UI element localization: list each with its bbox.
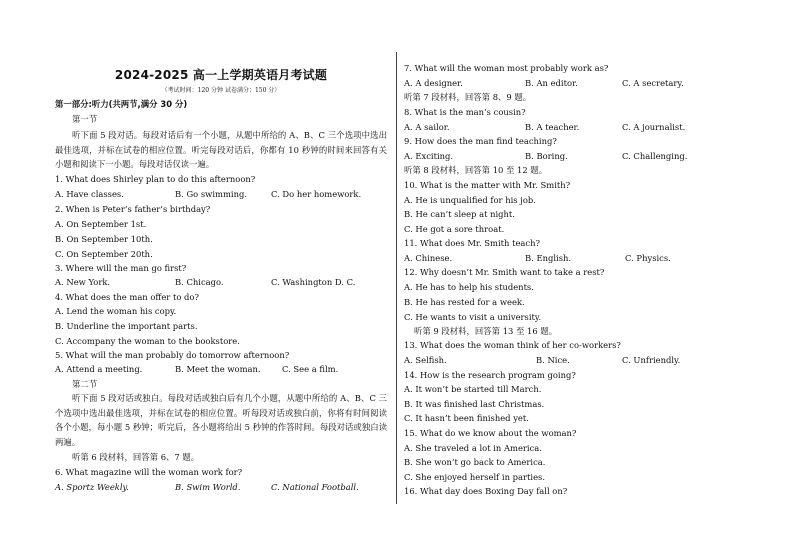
question-10: 10. What is the matter with Mr. Smith? bbox=[404, 180, 571, 190]
option-a: A. Lend the woman his copy. bbox=[55, 306, 177, 316]
option-b: B. On September 10th. bbox=[55, 234, 153, 244]
question-3: 3. Where will the man go first? bbox=[55, 263, 187, 273]
option-a: A. He is unqualified for his job. bbox=[404, 195, 536, 205]
option-c: C. National Football. bbox=[271, 482, 359, 492]
option-c: C. Do her homework. bbox=[271, 189, 362, 199]
listen-instruction-6: 听第 6 段材料，回答第 6、7 题。 bbox=[72, 452, 200, 462]
option-a: A. He has to help his students. bbox=[404, 282, 534, 292]
question-5: 5. What will the man probably do tomorrow afternoon? bbox=[55, 350, 290, 360]
option-a: A. A sailor. bbox=[404, 122, 450, 132]
question-8: 8. What is the man’s cousin? bbox=[404, 107, 526, 117]
option-a: A. It won’t be started till March. bbox=[404, 384, 542, 394]
option-a: A. New York. bbox=[55, 277, 111, 287]
option-b: B. Meet the woman. bbox=[175, 364, 261, 374]
option-b: B. Swim World. bbox=[175, 482, 241, 492]
option-c: C. She enjoyed herself in parties. bbox=[404, 472, 545, 482]
option-c: C. He got a sore throat. bbox=[404, 224, 505, 234]
option-c: C. Unfriendly. bbox=[622, 355, 681, 365]
question-9: 9. How does the man find teaching? bbox=[404, 136, 557, 146]
question-4: 4. What does the man offer to do? bbox=[55, 292, 199, 302]
part1-heading: 第一部分:听力(共两节,满分 30 分) bbox=[55, 99, 188, 109]
section2-heading: 第二节 bbox=[72, 379, 98, 389]
option-c: C. It hasn’t been finished yet. bbox=[404, 413, 529, 423]
option-a: A. Exciting. bbox=[404, 151, 454, 161]
exam-subtitle: （考试时间：120 分钟 试卷满分：150 分） bbox=[161, 87, 281, 94]
option-b: B. It was finished last Christmas. bbox=[404, 399, 545, 409]
option-a: A. A designer. bbox=[404, 78, 463, 88]
question-11: 11. What does Mr. Smith teach? bbox=[404, 238, 540, 248]
option-c: C. A secretary. bbox=[622, 78, 684, 88]
option-a: A. She traveled a lot in America. bbox=[404, 443, 542, 453]
question-1: 1. What does Shirley plan to do this afternoon? bbox=[55, 174, 256, 184]
question-7: 7. What will the woman most probably work as? bbox=[404, 63, 609, 73]
option-c: C. Physics. bbox=[625, 253, 671, 263]
section1-heading: 第一节 bbox=[72, 114, 98, 124]
option-a: A. Attend a meeting. bbox=[55, 364, 143, 374]
option-b: B. Underline the important parts. bbox=[55, 321, 198, 331]
option-b: B. He can’t sleep at night. bbox=[404, 209, 515, 219]
listen-instruction-9: 听第 9 段材料，回答第 13 至 16 题。 bbox=[414, 326, 558, 336]
option-b: B. Chicago. bbox=[175, 277, 224, 287]
option-c: C. A journalist. bbox=[622, 122, 686, 132]
option-a: A. Have classes. bbox=[55, 189, 124, 199]
option-b: B. He has rested for a week. bbox=[404, 297, 525, 307]
option-c: C. Challenging. bbox=[622, 151, 688, 161]
question-15: 15. What do we know about the woman? bbox=[404, 428, 577, 438]
question-16: 16. What day does Boxing Day fall on? bbox=[404, 486, 568, 496]
column-divider bbox=[396, 52, 397, 504]
question-13: 13. What does the woman think of her co-workers? bbox=[404, 340, 621, 350]
question-12: 12. Why doesn’t Mr. Smith want to take a rest? bbox=[404, 267, 605, 277]
option-b: B. Boring. bbox=[525, 151, 568, 161]
option-a: A. Selfish. bbox=[404, 355, 447, 365]
option-b: B. Go swimming. bbox=[175, 189, 247, 199]
option-b: B. She won’t go back to America. bbox=[404, 457, 546, 467]
question-2: 2. When is Peter’s father’s birthday? bbox=[55, 204, 211, 214]
exam-title: 2024-2025 高一上学期英语月考试题 bbox=[114, 68, 328, 82]
option-c: C. See a film. bbox=[282, 364, 339, 374]
listen-instruction-7: 听第 7 段材料，回答第 8、9 题。 bbox=[404, 92, 532, 102]
option-b: B. An editor. bbox=[525, 78, 578, 88]
option-c: C. He wants to visit a university. bbox=[404, 312, 542, 322]
option-a: A. On September 1st. bbox=[55, 219, 147, 229]
option-b: B. Nice. bbox=[536, 355, 570, 365]
question-6: 6. What magazine will the woman work for? bbox=[55, 467, 243, 477]
section1-intro: 听下面 5 段对话。每段对话后有一个小题，从题中所给的 A、B、C 三个选项中选出最佳选项，并标在试卷的相应位置。听完每段对话后，你都有 10 秒钟的时间来回答有关小题和阅读下一小题。每段对话仅读一遍。 bbox=[55, 130, 387, 169]
option-c: C. Accompany the woman to the bookstore. bbox=[55, 336, 240, 346]
option-a: A. Chinese. bbox=[404, 253, 453, 263]
option-b: B. English. bbox=[525, 253, 572, 263]
question-14: 14. How is the research program going? bbox=[404, 370, 576, 380]
option-a: A. Sportz Weekly. bbox=[55, 482, 129, 492]
listen-instruction-8: 听第 8 段材料，回答第 10 至 12 题。 bbox=[404, 165, 548, 175]
option-b: B. A teacher. bbox=[525, 122, 580, 132]
option-c: C. On September 20th. bbox=[55, 249, 153, 259]
section2-intro: 听下面 5 段对话或独白。每段对话或独白后有几个小题，从题中所给的 A、B、C 三个选项中选出最佳选项，并标在试卷的相应位置。听每段对话或独白前，你将有时间阅读各个小题，每小题 5 秒钟；听完后，各小题将给出 5 秒钟的作答时间。每段对话或独白读两遍。 bbox=[55, 393, 387, 447]
option-c: C. Washington D. C. bbox=[271, 277, 356, 287]
